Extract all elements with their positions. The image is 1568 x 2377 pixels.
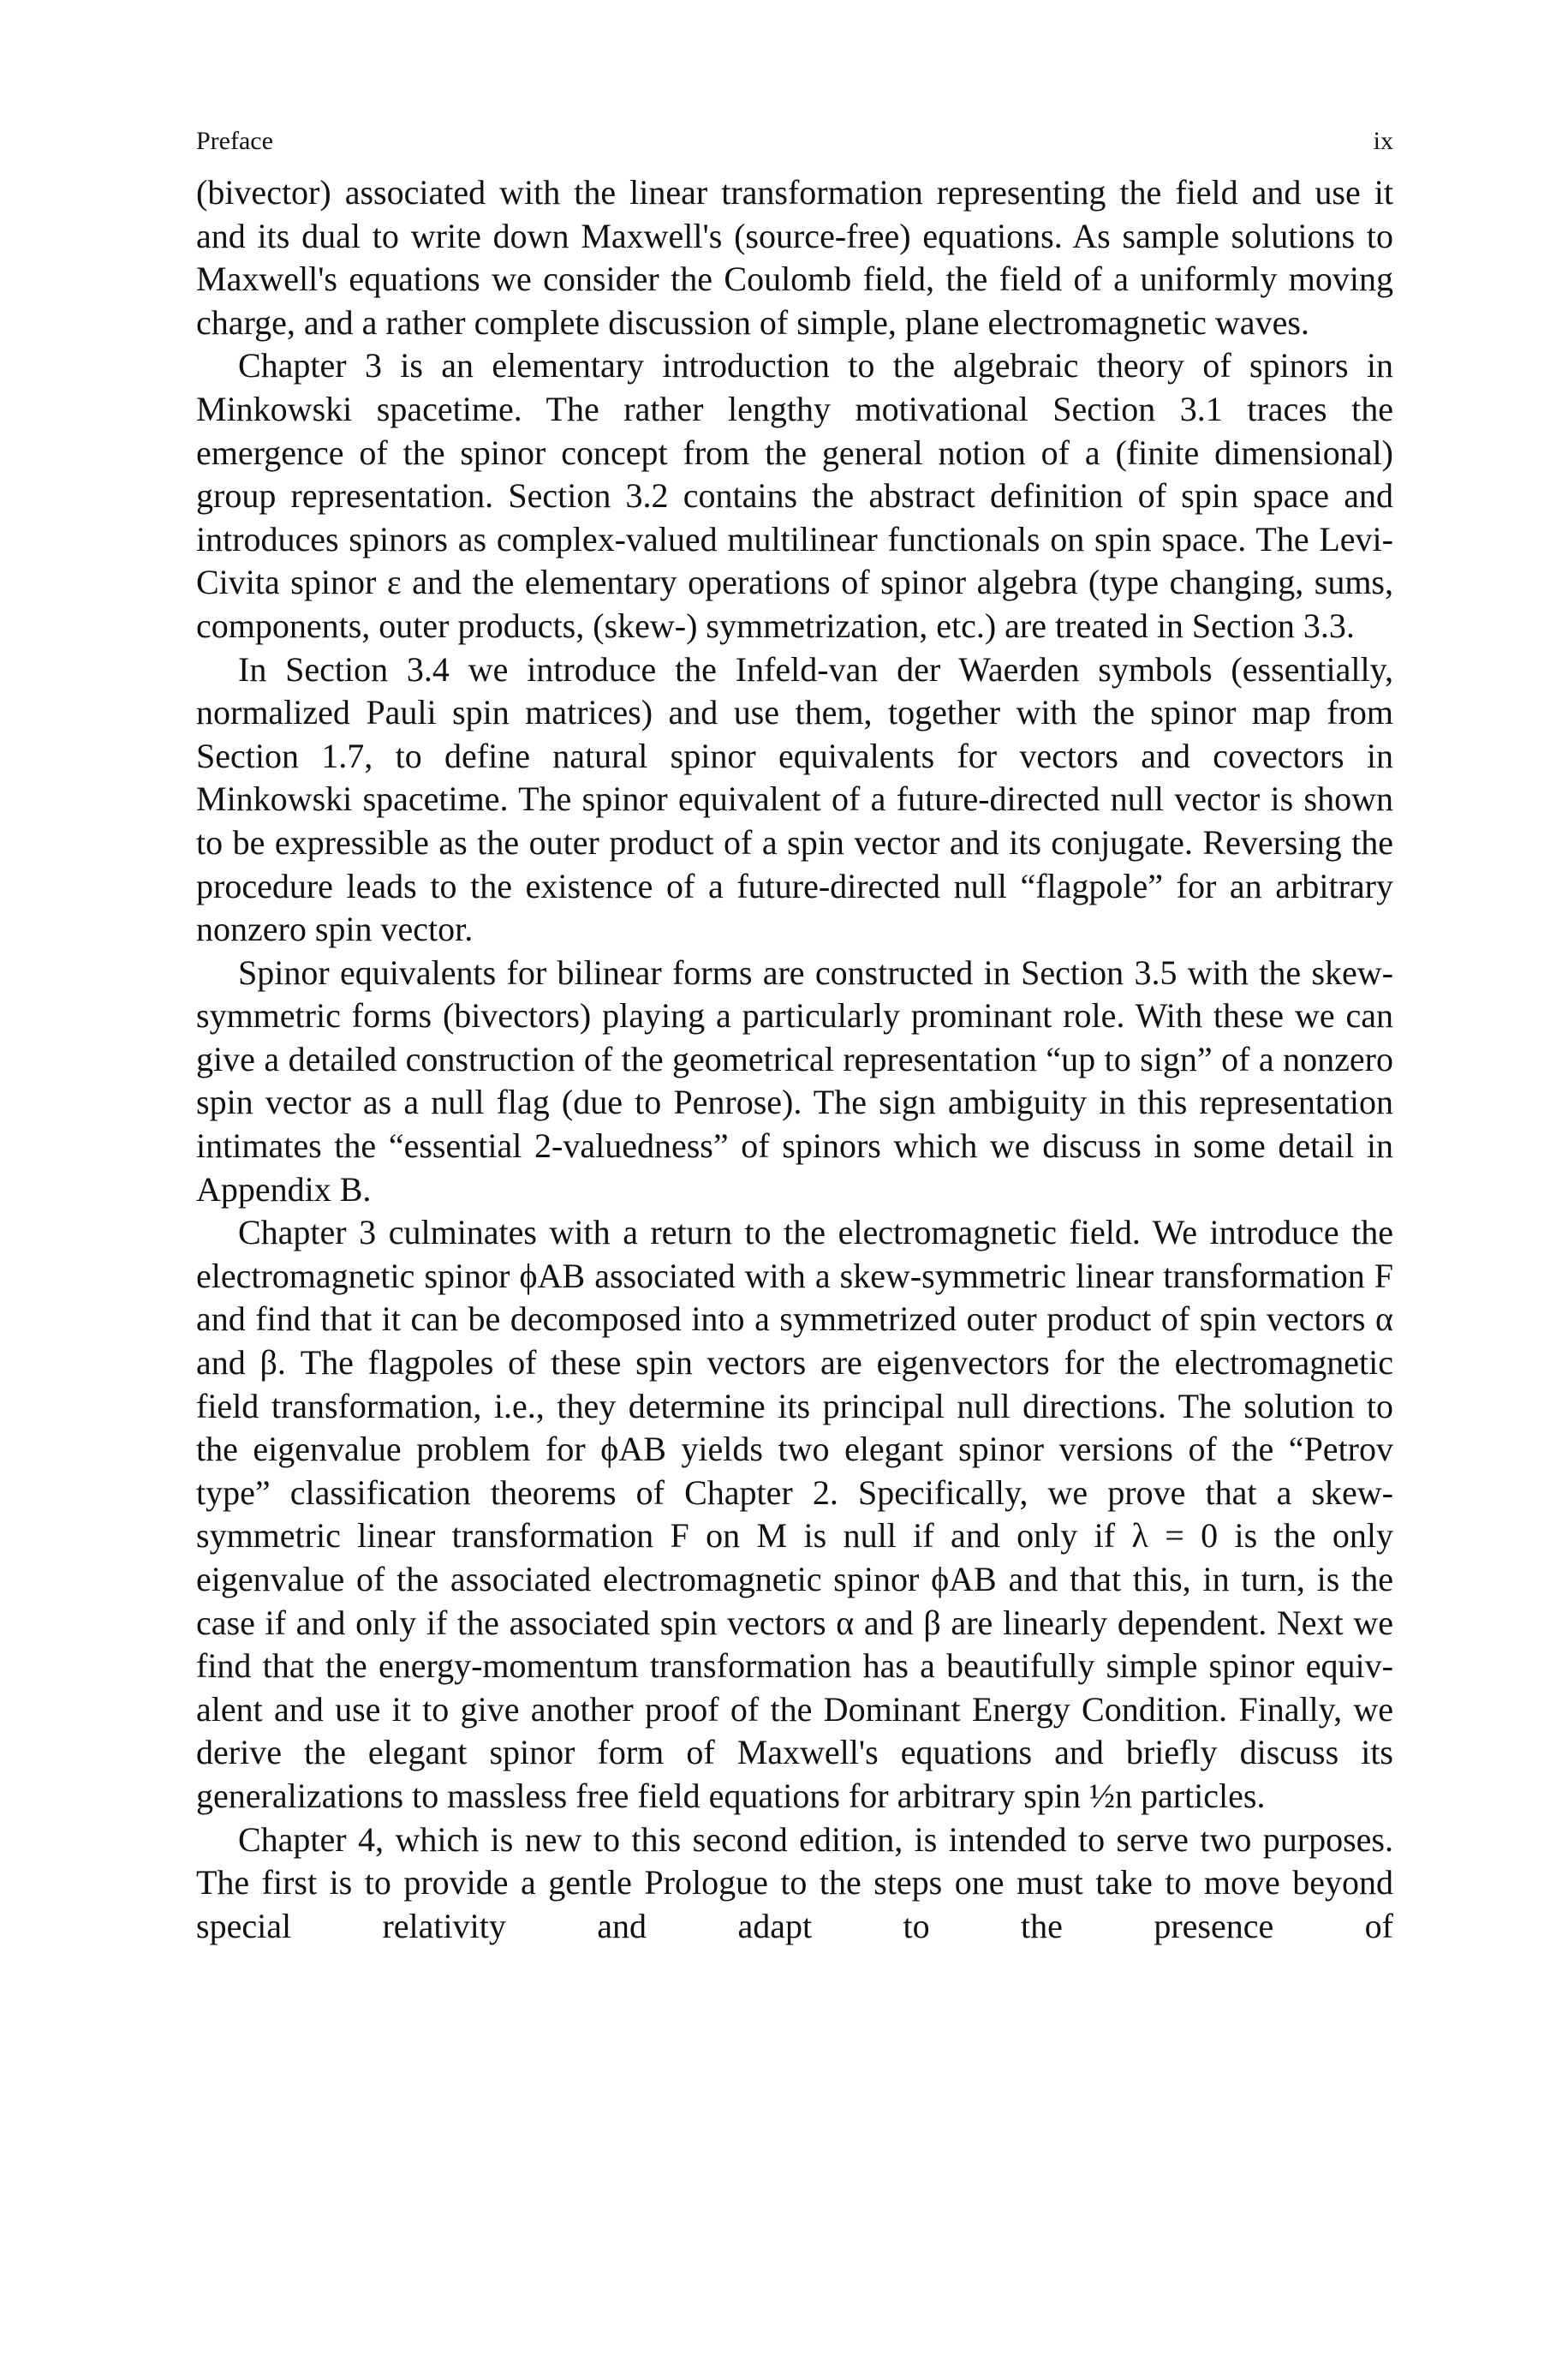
page-number: ix <box>1373 127 1393 155</box>
body-text <box>196 171 1393 1948</box>
running-head-title: Preface <box>196 127 273 155</box>
paragraph: Chapter 3 culminates with a return to the electromagnetic field. We introduce the electromagnetic spinor ϕAB associated with a skew-symmetric linear transformation F and find that it can be decomposed into a symmetrized outer product of spin vectors α and β. The flagpoles of these spin vectors are eigenvectors for the electromagnetic field transformation, i.e., they determine its principal null directions. The solution to the eigenvalue problem for ϕAB yields two elegant spinor versions of the “Petrov type” classification theorems of Chapter 2. Specifically, we prove that a skew-symmetric linear transformation F on M is null if and only if λ = 0 is the only eigenvalue of the associated electromagnetic spinor ϕAB and that this, in turn, is the case if and only if the associated spin vectors α and β are linearly dependent. Next we find that the energy-momentum transformation has a beautifully simple spinor equivalent and use it to give another proof of the Dominant Energy Condition. Finally, we derive the elegant spinor form of Maxwell's equations and briefly discuss its generalizations to massless free field equations for arbitrary spin ½n particles. <box>196 1213 1393 1815</box>
paragraph: In Section 3.4 we introduce the Infeld-van der Waerden symbols (essentially, normalized Pauli spin matrices) and use them, together with the spinor map from Section 1.7, to define natural spinor equivalents for vectors and covectors in Minkowski spacetime. The spinor equivalent of a future-directed null vector is shown to be expressible as the outer product of a spin vector and its conjugate. Reversing the procedure leads to the existence of a future-directed null “flagpole” for an arbitrary nonzero spin vector. <box>196 649 1393 949</box>
paragraph: Chapter 4, which is new to this second edition, is intended to serve two purposes. The first is to provide a gentle Prologue to the steps one must take to move beyond special relativity and adapt to the presence of <box>196 1819 1393 1945</box>
running-head <box>196 127 1393 170</box>
paragraph: Chapter 3 is an elementary introduction to the algebraic theory of spinors in Minkowski spacetime. The rather lengthy motivational Section 3.1 traces the emergence of the spinor concept from the general notion of a (finite dimensional) group representation. Section 3.2 contains the abstract definition of spin space and introduces spinors as complex-valued multilinear functionals on spin space. The Levi-Civita spinor ε and the elementary operations of spinor algebra (type changing, sums, components, outer products, (skew-) symmetrization, etc.) are treated in Section 3.3. <box>196 346 1393 645</box>
paragraph: Spinor equivalents for bilinear forms are constructed in Section 3.5 with the skew-symmetric forms (bivectors) playing a particularly prominant role. With these we can give a detailed construction of the geometrical representation “up to sign” of a nonzero spin vector as a null flag (due to Penrose). The sign ambiguity in this representation intimates the “essential 2-valuedness” of spinors which we discuss in some detail in Appendix B. <box>196 953 1393 1209</box>
paragraph: (bivector) associated with the linear transformation representing the field and use it and its dual to write down Maxwell's (source-free) equations. As sample solutions to Maxwell's equations we consider the Coulomb field, the field of a uniformly moving charge, and a rather complete discussion of simple, plane electromagnetic waves. <box>196 173 1393 342</box>
